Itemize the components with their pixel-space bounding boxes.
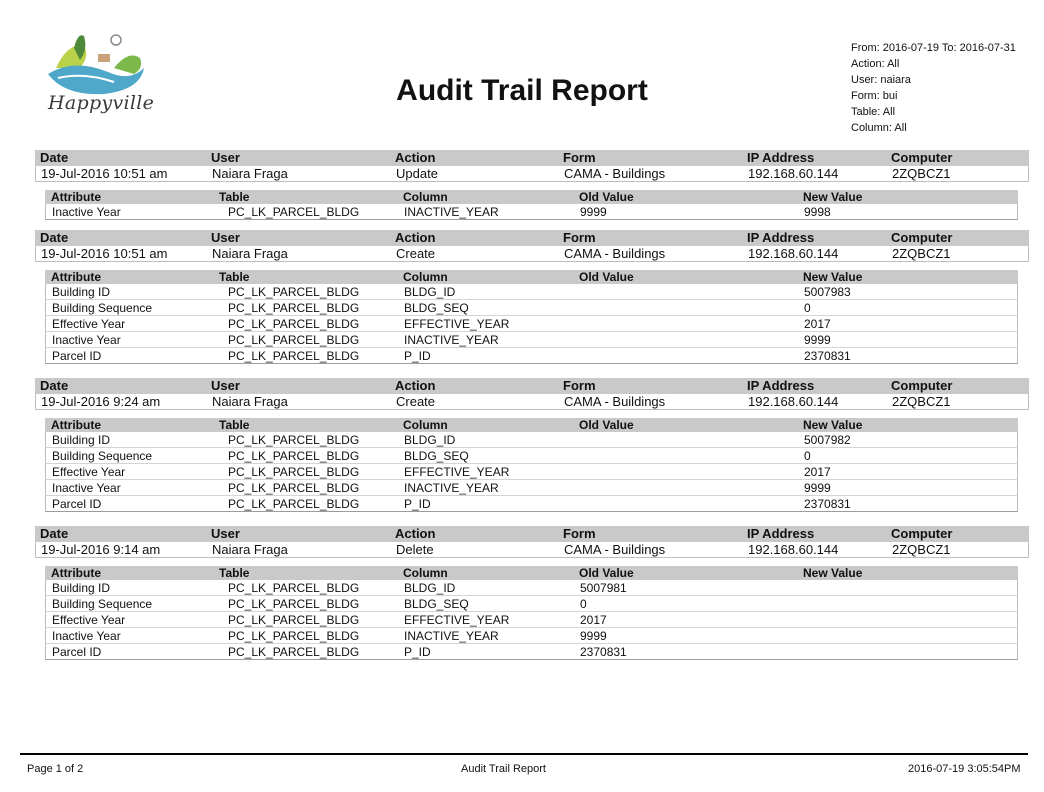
detail-attribute: Inactive Year (52, 629, 121, 643)
report-filters (851, 40, 1016, 136)
detail-new: 0 (804, 301, 811, 315)
detail-header (45, 190, 1018, 204)
entry-detail-table (45, 190, 1018, 220)
detail-column: P_ID (404, 497, 431, 511)
detail-header (45, 566, 1018, 580)
detail-table: PC_LK_PARCEL_BLDG (228, 581, 360, 595)
detail-row (45, 596, 1018, 612)
audit-entry (35, 150, 1029, 220)
filter-date-range: From: 2016-07-19 To: 2016-07-31 (851, 42, 1016, 54)
detail-header (45, 418, 1018, 432)
detail-new: 2017 (804, 317, 831, 331)
detail-column: INACTIVE_YEAR (404, 629, 499, 643)
entry-header-values (35, 246, 1029, 262)
detail-old: 9999 (580, 629, 607, 643)
detail-row (45, 448, 1018, 464)
detail-attribute: Effective Year (52, 465, 126, 479)
detail-row (45, 628, 1018, 644)
entry-form: CAMA - Buildings (564, 394, 666, 409)
detail-row (45, 300, 1018, 316)
detail-old: 0 (580, 597, 587, 611)
detail-row (45, 612, 1018, 628)
header-label-user: User (211, 150, 240, 165)
entry-header-labels (35, 378, 1029, 394)
filter-table: Table: All (851, 106, 896, 118)
detail-table: PC_LK_PARCEL_BLDG (228, 285, 360, 299)
detail-new: 9998 (804, 205, 831, 219)
detail-label-column: Column (403, 270, 448, 284)
detail-table: PC_LK_PARCEL_BLDG (228, 645, 360, 659)
entry-header-labels (35, 526, 1029, 542)
detail-column: EFFECTIVE_YEAR (404, 317, 510, 331)
header-label-date: Date (40, 150, 69, 165)
detail-table: PC_LK_PARCEL_BLDG (228, 481, 360, 495)
logo-text: Happyville (48, 92, 155, 114)
detail-table: PC_LK_PARCEL_BLDG (228, 449, 360, 463)
detail-column: INACTIVE_YEAR (404, 205, 499, 219)
detail-new: 5007982 (804, 433, 851, 447)
entry-header-values (35, 542, 1029, 558)
header-label-date: Date (40, 230, 69, 245)
detail-table: PC_LK_PARCEL_BLDG (228, 497, 360, 511)
detail-attribute: Parcel ID (52, 349, 102, 363)
detail-new: 0 (804, 449, 811, 463)
detail-old: 5007981 (580, 581, 627, 595)
filter-user: User: naiara (851, 74, 911, 86)
header-label-ip: IP Address (747, 150, 815, 165)
detail-column: BLDG_SEQ (404, 597, 469, 611)
detail-label-table: Table (219, 190, 250, 204)
detail-table: PC_LK_PARCEL_BLDG (228, 465, 360, 479)
detail-column: BLDG_SEQ (404, 301, 469, 315)
detail-column: EFFECTIVE_YEAR (404, 613, 510, 627)
detail-row (45, 464, 1018, 480)
detail-label-attribute: Attribute (51, 418, 101, 432)
detail-table: PC_LK_PARCEL_BLDG (228, 629, 360, 643)
detail-column: P_ID (404, 349, 431, 363)
entry-header-labels (35, 230, 1029, 246)
detail-row (45, 204, 1018, 220)
detail-label-new: New Value (803, 418, 863, 432)
filter-form: Form: bui (851, 90, 898, 102)
entry-form: CAMA - Buildings (564, 166, 666, 181)
entry-computer: 2ZQBCZ1 (892, 246, 951, 261)
entry-computer: 2ZQBCZ1 (892, 394, 951, 409)
header-label-action: Action (395, 378, 436, 393)
detail-row (45, 496, 1018, 512)
entry-header-values (35, 394, 1029, 410)
detail-column: BLDG_SEQ (404, 449, 469, 463)
entry-form: CAMA - Buildings (564, 246, 666, 261)
header-label-ip: IP Address (747, 230, 815, 245)
detail-label-old: Old Value (579, 270, 634, 284)
detail-new: 9999 (804, 481, 831, 495)
header-label-user: User (211, 526, 240, 541)
entry-user: Naiara Fraga (212, 166, 288, 181)
footer-timestamp: 2016-07-19 3:05:54PM (908, 763, 1021, 775)
detail-label-column: Column (403, 566, 448, 580)
entry-header-labels (35, 150, 1029, 166)
detail-old: 2370831 (580, 645, 627, 659)
detail-column: INACTIVE_YEAR (404, 481, 499, 495)
detail-column: P_ID (404, 645, 431, 659)
detail-table: PC_LK_PARCEL_BLDG (228, 317, 360, 331)
detail-new: 5007983 (804, 285, 851, 299)
header-label-ip: IP Address (747, 526, 815, 541)
detail-row (45, 432, 1018, 448)
detail-column: BLDG_ID (404, 285, 456, 299)
footer-report-name: Audit Trail Report (461, 763, 546, 775)
detail-row (45, 284, 1018, 300)
detail-label-old: Old Value (579, 190, 634, 204)
entry-ip: 192.168.60.144 (748, 394, 839, 409)
header-label-action: Action (395, 150, 436, 165)
entry-ip: 192.168.60.144 (748, 246, 839, 261)
entry-date: 19-Jul-2016 10:51 am (41, 246, 168, 261)
entry-detail-table (45, 418, 1018, 512)
filter-column: Column: All (851, 122, 907, 134)
detail-table: PC_LK_PARCEL_BLDG (228, 349, 360, 363)
detail-attribute: Building Sequence (52, 597, 153, 611)
entry-date: 19-Jul-2016 10:51 am (41, 166, 168, 181)
audit-entry (35, 526, 1029, 660)
detail-attribute: Parcel ID (52, 497, 102, 511)
entry-action: Delete (396, 542, 434, 557)
detail-table: PC_LK_PARCEL_BLDG (228, 333, 360, 347)
entry-computer: 2ZQBCZ1 (892, 166, 951, 181)
detail-header (45, 270, 1018, 284)
detail-label-attribute: Attribute (51, 270, 101, 284)
detail-old: 9999 (580, 205, 607, 219)
detail-label-attribute: Attribute (51, 566, 101, 580)
detail-table: PC_LK_PARCEL_BLDG (228, 301, 360, 315)
detail-column: BLDG_ID (404, 433, 456, 447)
detail-label-attribute: Attribute (51, 190, 101, 204)
detail-new: 2370831 (804, 497, 851, 511)
entry-action: Update (396, 166, 438, 181)
detail-label-table: Table (219, 270, 250, 284)
entry-action: Create (396, 394, 436, 409)
detail-label-old: Old Value (579, 418, 634, 432)
detail-attribute: Building ID (52, 285, 111, 299)
detail-old: 2017 (580, 613, 607, 627)
detail-table: PC_LK_PARCEL_BLDG (228, 205, 360, 219)
detail-label-table: Table (219, 566, 250, 580)
entry-ip: 192.168.60.144 (748, 542, 839, 557)
entry-date: 19-Jul-2016 9:14 am (41, 542, 161, 557)
audit-entry (35, 230, 1029, 364)
entry-user: Naiara Fraga (212, 246, 288, 261)
detail-attribute: Inactive Year (52, 481, 121, 495)
detail-new: 2017 (804, 465, 831, 479)
detail-column: BLDG_ID (404, 581, 456, 595)
header-label-action: Action (395, 526, 436, 541)
detail-label-new: New Value (803, 270, 863, 284)
detail-attribute: Effective Year (52, 613, 126, 627)
detail-row (45, 644, 1018, 660)
header-label-computer: Computer (891, 150, 953, 165)
detail-label-new: New Value (803, 566, 863, 580)
header-label-ip: IP Address (747, 378, 815, 393)
page-number: Page 1 of 2 (27, 763, 84, 775)
detail-new: 2370831 (804, 349, 851, 363)
detail-attribute: Inactive Year (52, 205, 121, 219)
header-label-computer: Computer (891, 230, 953, 245)
entry-user: Naiara Fraga (212, 394, 288, 409)
detail-attribute: Building ID (52, 581, 111, 595)
detail-column: EFFECTIVE_YEAR (404, 465, 510, 479)
detail-label-new: New Value (803, 190, 863, 204)
entry-detail-table (45, 270, 1018, 364)
detail-table: PC_LK_PARCEL_BLDG (228, 613, 360, 627)
header-label-date: Date (40, 378, 69, 393)
detail-new: 9999 (804, 333, 831, 347)
header-label-action: Action (395, 230, 436, 245)
detail-label-table: Table (219, 418, 250, 432)
header-label-user: User (211, 378, 240, 393)
detail-row (45, 480, 1018, 496)
detail-row (45, 580, 1018, 596)
detail-attribute: Inactive Year (52, 333, 121, 347)
entry-detail-table (45, 566, 1018, 660)
detail-row (45, 332, 1018, 348)
detail-label-column: Column (403, 418, 448, 432)
header-label-form: Form (563, 526, 596, 541)
footer-divider (20, 753, 1028, 755)
detail-table: PC_LK_PARCEL_BLDG (228, 433, 360, 447)
detail-table: PC_LK_PARCEL_BLDG (228, 597, 360, 611)
header-label-date: Date (40, 526, 69, 541)
detail-row (45, 316, 1018, 332)
detail-label-old: Old Value (579, 566, 634, 580)
detail-row (45, 348, 1018, 364)
report-title: Audit Trail Report (396, 74, 648, 107)
entry-user: Naiara Fraga (212, 542, 288, 557)
header-label-form: Form (563, 150, 596, 165)
header-label-form: Form (563, 230, 596, 245)
detail-column: INACTIVE_YEAR (404, 333, 499, 347)
detail-attribute: Parcel ID (52, 645, 102, 659)
entry-computer: 2ZQBCZ1 (892, 542, 951, 557)
audit-entry (35, 378, 1029, 512)
header-label-computer: Computer (891, 378, 953, 393)
header-label-user: User (211, 230, 240, 245)
filter-action: Action: All (851, 58, 900, 70)
detail-attribute: Building Sequence (52, 449, 153, 463)
entry-date: 19-Jul-2016 9:24 am (41, 394, 161, 409)
detail-attribute: Building ID (52, 433, 111, 447)
entry-action: Create (396, 246, 436, 261)
header-label-form: Form (563, 378, 596, 393)
detail-label-column: Column (403, 190, 448, 204)
entry-header-values (35, 166, 1029, 182)
detail-attribute: Building Sequence (52, 301, 153, 315)
entry-ip: 192.168.60.144 (748, 166, 839, 181)
entry-form: CAMA - Buildings (564, 542, 666, 557)
header-label-computer: Computer (891, 526, 953, 541)
detail-attribute: Effective Year (52, 317, 126, 331)
